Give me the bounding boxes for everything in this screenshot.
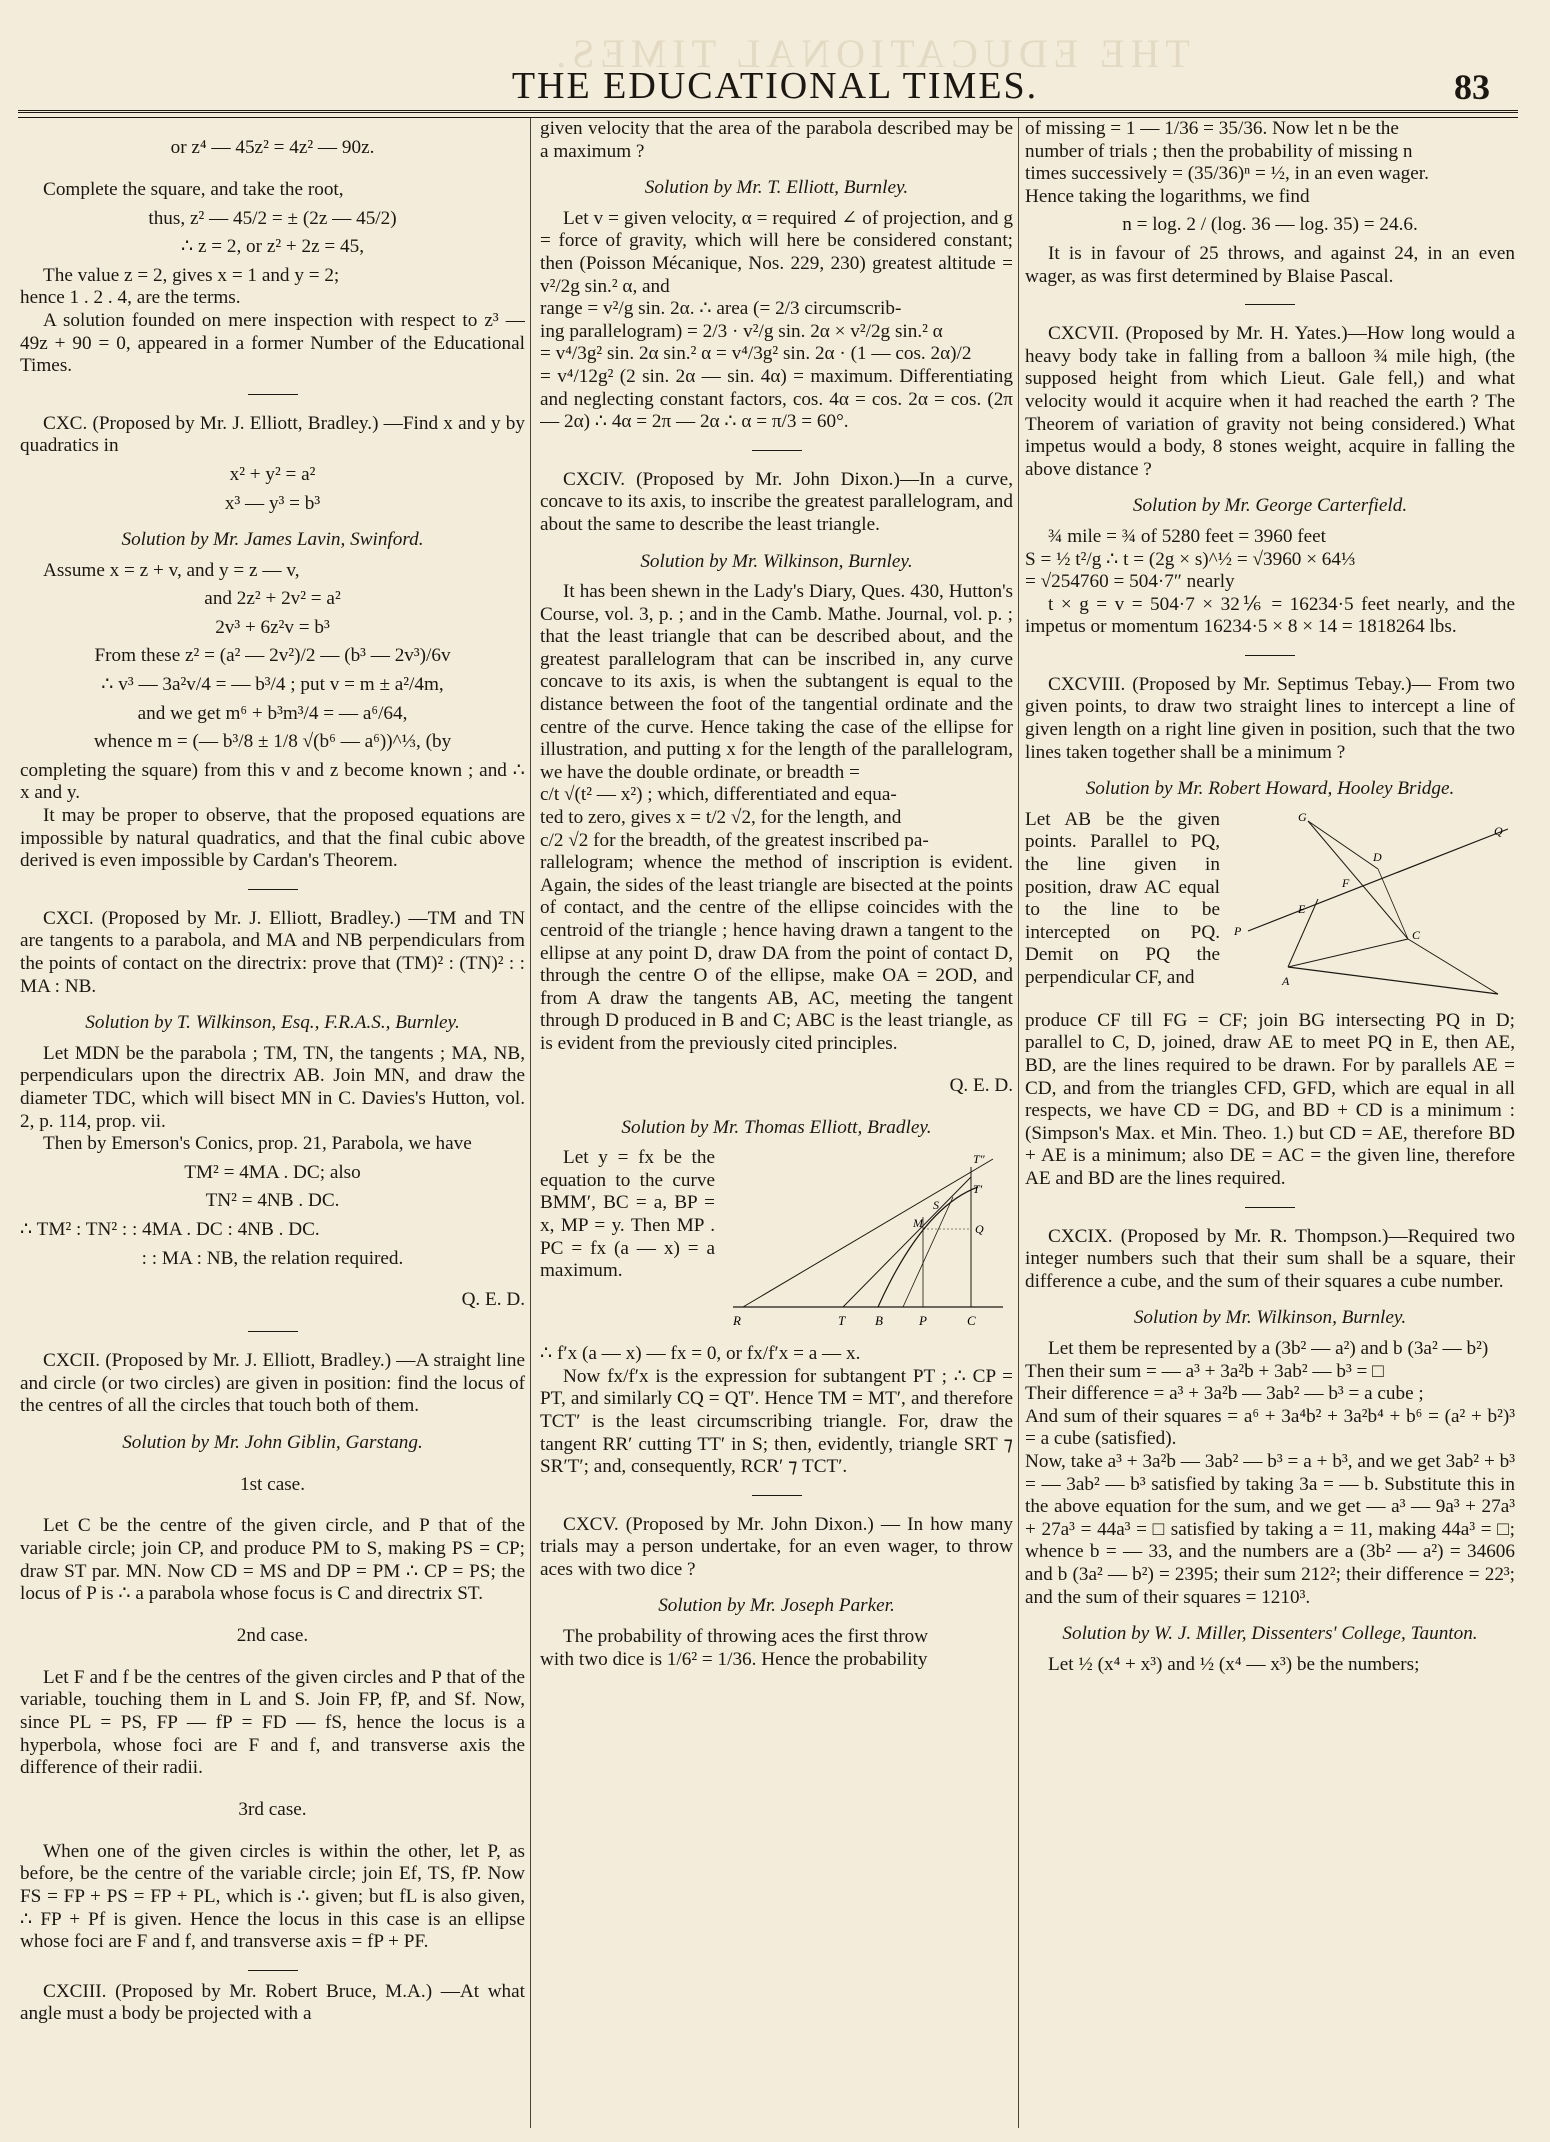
equation: = √254760 = 504·7″ nearly [1025,571,1235,593]
column-divider-2 [1018,118,1019,2128]
equation: Then their sum = — a³ + 3a²b + 3ab² — b³ = □ [1025,1360,1384,1382]
equation: c/2 √2 for the breadth, of the greatest inscribed pa- [540,829,929,851]
figure-label: Q [1494,823,1503,838]
paragraph: produce CF till FG = CF; join BG intersecting PQ in D; parallel to C, D, joined, draw AE to meet PQ in E, then AE, BD, are the lines required to be drawn. For by parallels AE = CD, and from the triangles CFD, GFD, which are equal in all respects, we have CD = DG, and BD + CD is a minimum : (Simpson's Max. et Min. Theo. 1.) but CD = AE, therefore BD + AE is a minimum; also DE = AC = the given line, therefore AE and BD are the lines required. [1025,1009,1515,1189]
equation: and we get m⁶ + b³m³/4 = — a⁶/64, [137,702,408,724]
equation: and 2z² + 2v² = a² [204,588,341,610]
section-rule [248,1331,298,1332]
text-line: Complete the square, and take the root, [43,178,344,200]
qed: Q. E. D. [949,1074,1013,1096]
equation: range = v²/g sin. 2α. ∴ area (= 2/3 circumscrib- [540,298,902,320]
text-line: or z⁴ — 45z² = 4z² — 90z. [170,137,375,159]
equation: ∴ TM² : TN² : : 4MA . DC : 4NB . DC. [20,1218,320,1240]
paragraph: completing the square) from this v and z become known ; and ∴ x and y. [20,759,525,804]
equation: And sum of their squares = a⁶ + 3a⁴b² + 3a²b⁴ + b⁶ = (a² + b²)³ = a cube (satisfied). [1025,1405,1515,1450]
equation: times successively = (35/36)ⁿ = ½, in an even wager. [1025,163,1429,185]
case-heading: 1st case. [239,1473,305,1495]
figure-label: P [1234,923,1242,938]
solution-heading: Solution by T. Wilkinson, Esq., F.R.A.S., Burnley. [85,1012,460,1034]
figure-label: T [838,1313,846,1329]
case-heading: 3rd case. [238,1798,307,1820]
figure-label: R [733,1313,741,1329]
solution-heading: Solution by Mr. George Carterfield. [1132,495,1408,517]
solution-heading: Solution by Mr. Thomas Elliott, Bradley. [621,1116,932,1138]
paragraph: A solution founded on mere inspection with respect to z³ — 49z + 90 = 0, appeared in a former Number of the Educational Times. [20,309,525,377]
paragraph: It may be proper to observe, that the proposed equations are impossible by natural quadratics, and that the final cubic above derived is even impossible by Cardan's Theorem. [20,805,525,872]
paragraph: = v⁴/12g² (2 sin. 2α — sin. 4α) = maximum. Differentiating and neglecting constant factors, cos. 4α = cos. 2α = cos. (2π — 2α) ∴ 4α = 2π — 2α ∴ α = π/3 = 60°. [540,365,1013,433]
section-rule [1245,1207,1295,1208]
problem-heading: CXCII. (Proposed by Mr. J. Elliott, Bradley.) —A straight line and circle (or two circles) are given in position: find the locus of the centres of all the circles that touch both of them. [20,1350,525,1417]
page-title: THE EDUCATIONAL TIMES. [511,65,1039,107]
figure-label: C [967,1313,976,1329]
equation: S = ½ t²/g ∴ t = (2g × s)^½ = √3960 × 64⅓ [1025,548,1356,570]
equation: thus, z² — 45/2 = ± (2z — 45/2) [148,207,397,229]
figure-label: Q [975,1222,984,1237]
equation: ∴ z = 2, or z² + 2z = 45, [180,236,365,258]
equation: ∴ f′x (a — x) — fx = 0, or fx/f′x = a — x. [540,1343,861,1365]
equation: c/t √(t² — x²) ; which, differentiated and equa- [540,784,897,806]
figure-label: G [1298,809,1307,824]
problem-heading: CXCV. (Proposed by Mr. John Dixon.) — In how many trials may a person undertake, for an even wager, to throw aces with two dice ? [540,1513,1013,1580]
figure-label: S [933,1198,939,1213]
text-line: Hence taking the logarithms, we find [1025,185,1310,207]
equation: Let ½ (x⁴ + x³) and ½ (x⁴ — x³) be the numbers; [1048,1653,1420,1675]
paragraph: Let AB be the given points. Parallel to PQ, the line given in position, draw AC equal to the line to be intercepted on PQ. Demit on PQ the perpendicular CF, and [1025,808,1220,988]
figure-label: P [919,1313,927,1329]
figure-label: E [1298,901,1306,916]
minimum-lines-diagram [1228,809,1513,1004]
text-line: hence 1 . 2 . 4, are the terms. [20,287,241,309]
equation: Let them be represented by a (3b² — a²) and b (3a² — b²) [1048,1337,1489,1359]
figure-label: A [1282,973,1290,988]
text-line: The value z = 2, gives x = 1 and y = 2; [43,264,340,286]
equation: of missing = 1 — 1/36 = 35/36. Now let n be the [1025,118,1399,139]
problem-heading: CXCVIII. (Proposed by Mr. Septimus Tebay.)— From two given points, to draw two straight lines to intercept a line of given length on a right line given in position, such that the two lines taken together shall be a minimum ? [1025,673,1515,763]
equation: n = log. 2 / (log. 36 — log. 35) = 24.6. [1122,214,1418,236]
problem-heading: CXCVII. (Proposed by Mr. H. Yates.)—How long would a heavy body take in falling from a balloon ¾ mile high, (the supposed height from which Lieut. Gale fell,) and what velocity would it acquire when it had reached the earth ? The Theorem of variation of gravity not being considered.) What impetus would a body, 8 stones weight, acquire in falling the above distance ? [1025,323,1515,480]
text-line: number of trials ; then the probability of missing n [1025,140,1413,162]
solution-heading: Solution by W. J. Miller, Dissenters' College, Taunton. [1062,1623,1478,1645]
equation: ¾ mile = ¾ of 5280 feet = 3960 feet [1048,525,1326,547]
problem-heading: CXCIV. (Proposed by Mr. John Dixon.)—In a curve, concave to its axis, to inscribe the greatest parallelogram, and about the same to describe the least triangle. [540,468,1013,535]
section-rule [248,1970,298,1971]
equation: : : MA : NB, the relation required. [141,1247,404,1269]
equation: 2v³ + 6z²v = b³ [215,616,330,638]
solution-heading: Solution by Mr. James Lavin, Swinford. [121,529,424,551]
equation: ing parallelogram) = 2/3 · v²/g sin. 2α × v²/2g sin.² α [540,320,943,342]
show-through-title: THE EDUCATIONAL TIMES. [550,31,1190,76]
equation: TN² = 4NB . DC. [205,1190,340,1212]
solution-heading: Solution by Mr. Robert Howard, Hooley Bridge. [1085,778,1455,800]
equation: Their difference = a³ + 3a²b — 3ab² — b³ = a cube ; [1025,1383,1424,1405]
column-2 [540,118,1013,2128]
column-1 [20,118,525,2128]
case-heading: 2nd case. [236,1625,309,1646]
section-rule [752,1495,802,1496]
paragraph: When one of the given circles is within the other, let P, as before, be the centre of the variable circle; join Ef, TS, fP. Now FS = FP + PS = FP + PL, which is ∴ given; but fL is also given, ∴ FP + Pf is given. Hence the locus in this case is an ellipse whose foci are F and f, and transverse axis = fP + PF. [20,1840,525,1953]
paragraph: Now, take a³ + 3a²b — 3ab² — b³ = a + b³, and we get 3ab² + b³ = — 3ab² — b³ satisfied by taking 3a = — b. Substitute this in the above equation for the sum, and we get — a³ — 9a³ + 27a³ + 27a³ = 44a³ = □ satisfied by taking a = 11, making 44a³ = □; whence b = — 33, and the numbers are a (3b² — a²) = 34606 and b (3a² — b²) = 2395; their sum 212²; their difference = 22³; and the sum of their squares = 1210³. [1025,1450,1515,1608]
section-rule [248,394,298,395]
solution-heading: Solution by Mr. Wilkinson, Burnley. [640,550,913,572]
figure-label: B [875,1313,883,1329]
figure-block [540,1147,1013,1337]
section-rule [1245,304,1295,305]
paragraph: It is in favour of 25 throws, and against 24, in an even wager, as was first determined by Blaise Pascal. [1025,242,1515,287]
paragraph: Let v = given velocity, α = required ∠ of projection, and g = force of gravity, which will here be considered constant; then (Poisson Mécanique, Nos. 229, 230) greatest altitude = v²/2g sin.² α, and [540,207,1013,297]
problem-heading: CXCIII. (Proposed by Mr. Robert Bruce, M.A.) —At what angle must a body be projected with a [20,1980,525,2025]
column-divider-1 [530,118,531,2128]
paragraph: Then by Emerson's Conics, prop. 21, Parabola, we have [43,1133,472,1155]
paragraph: Let C be the centre of the given circle, and P that of the variable circle; join CP, and produce PM to S, making PS = CP; draw ST par. MN. Now CD = MS and DP = PM ∴ CP = PS; the locus of P is ∴ a parabola whose focus is C and directrix ST. [20,1515,525,1605]
figure-label: F [1342,875,1350,890]
paragraph: t × g = v = 504·7 × 32⅙ = 16234·5 feet nearly, and the impetus or momentum 16234·5 × 8 × 14 = 1818264 lbs. [1025,593,1515,638]
equation: x² + y² = a² [229,463,316,485]
equation: = v⁴/3g² sin. 2α sin.² α = v⁴/3g² sin. 2α · (1 — cos. 2α)/2 [540,343,972,365]
figure-label: T′ [973,1182,983,1197]
figure-label: D [1373,849,1382,864]
qed: Q. E. D. [461,1289,525,1311]
paragraph: The probability of throwing aces the first throw [563,1626,929,1648]
paragraph: given velocity that the area of the parabola described may be a maximum ? [540,118,1013,162]
equation: From these z² = (a² — 2v²)/2 — (b³ — 2v³)/6v [94,645,451,667]
solution-heading: Solution by Mr. Joseph Parker. [658,1595,895,1617]
paragraph: Let F and f be the centres of the given circles and P that of the variable, touching them in L and S. Join FP, fP, and Sf. Now, since PL = PS, FP — fP = FD — fS, hence the locus is a hyperbola, whose foci are F and f, and transverse axis the difference of their radii. [20,1666,525,1779]
paragraph: It has been shewn in the Lady's Diary, Ques. 430, Hutton's Course, vol. 3, p. ; and in the Camb. Mathe. Journal, vol. p. ; that the least triangle that can be described about, and the greatest parallelogram that can be inscribed in, any curve concave to its axis, is when the subtangent is equal to the distance between the foot of the tangential ordinate and the centre of the curve. Hence taking the case of the ellipse for illustration, and putting x for the length of the parallelogram, we have the double ordinate, or breadth = [540,581,1013,783]
figure-block [1025,809,1515,1004]
equation: ∴ v³ — 3a²v/4 = — b³/4 ; put v = m ± a²/4m, [101,674,444,696]
column-3 [1025,118,1515,2128]
equation: Assume x = z + v, and y = z — v, [43,559,300,581]
figure-label: C [1412,927,1421,942]
equation: x³ — y³ = b³ [224,492,321,514]
solution-heading: Solution by Mr. T. Elliott, Burnley. [644,177,909,199]
solution-heading: Solution by Mr. Wilkinson, Burnley. [1133,1307,1407,1329]
equation: TM² = 4MA . DC; also [184,1161,361,1183]
solution-heading: Solution by Mr. John Giblin, Garstang. [122,1431,423,1453]
triangle-curve-diagram [723,1147,1013,1337]
page-number: 83 [1454,67,1490,107]
figure-label: M [913,1216,923,1231]
figure-label: T″ [973,1152,985,1167]
header-rule [18,110,1518,113]
section-rule [752,450,802,451]
problem-heading: CXCIX. (Proposed by Mr. R. Thompson.)—Required two integer numbers such that their sum shall be a square, their difference a cube, and the sum of their squares a cube number. [1025,1225,1515,1292]
paragraph: rallelogram; whence the method of inscription is evident. Again, the sides of the least triangle are bisected at the points of contact, and the centre of the ellipse coincides with the centroid of the triangle ; hence having drawn a tangent to the ellipse at any point D, draw DA from the point of contact D, through the centre O of the ellipse, make OA = 2OD, and from A draw the tangents AB, AC, meeting the tangent through D produced in B and C; ABC is the least triangle, as is evident from the previously cited principles. [540,852,1013,1054]
section-rule [248,889,298,890]
paragraph: Let MDN be the parabola ; TM, TN, the tangents ; MA, NB, perpendiculars upon the directrix AB. Join MN, and draw the diameter TDC, which will bisect MN in C. Davies's Hutton, vol. 2, p. 114, prop. vii. [20,1042,525,1132]
equation: ted to zero, gives x = t/2 √2, for the length, and [540,807,902,829]
equation: whence m = (— b³/8 ± 1/8 √(b⁶ — a⁶))^⅓, (by [93,731,452,753]
equation: with two dice is 1/6² = 1/36. Hence the probability [540,1648,928,1670]
section-rule [1245,655,1295,656]
paragraph: Let y = fx be the equation to the curve BMM′, BC = a, BP = x, MP = y. Then MP . PC = fx (a — x) = a maximum. [540,1147,715,1282]
problem-heading: CXC. (Proposed by Mr. J. Elliott, Bradley.) —Find x and y by quadratics in [20,412,525,457]
paragraph: Now fx/f′x is the expression for subtangent PT ; ∴ CP = PT, and similarly CQ = QT′. Hence TM = MT′, and therefore TCT′ is the least circumscribing triangle. For, draw the tangent RR′ cutting TT′ in S; then, evidently, triangle SRT ⁊ SR′T′; and, consequently, RCR′ ⁊ TCT′. [540,1365,1013,1478]
problem-heading: CXCI. (Proposed by Mr. J. Elliott, Bradley.) —TM and TN are tangents to a parabola, and MA and NB perpendiculars from the points of contact on the directrix: prove that (TM)² : (TN)² : : MA : NB. [20,907,525,997]
